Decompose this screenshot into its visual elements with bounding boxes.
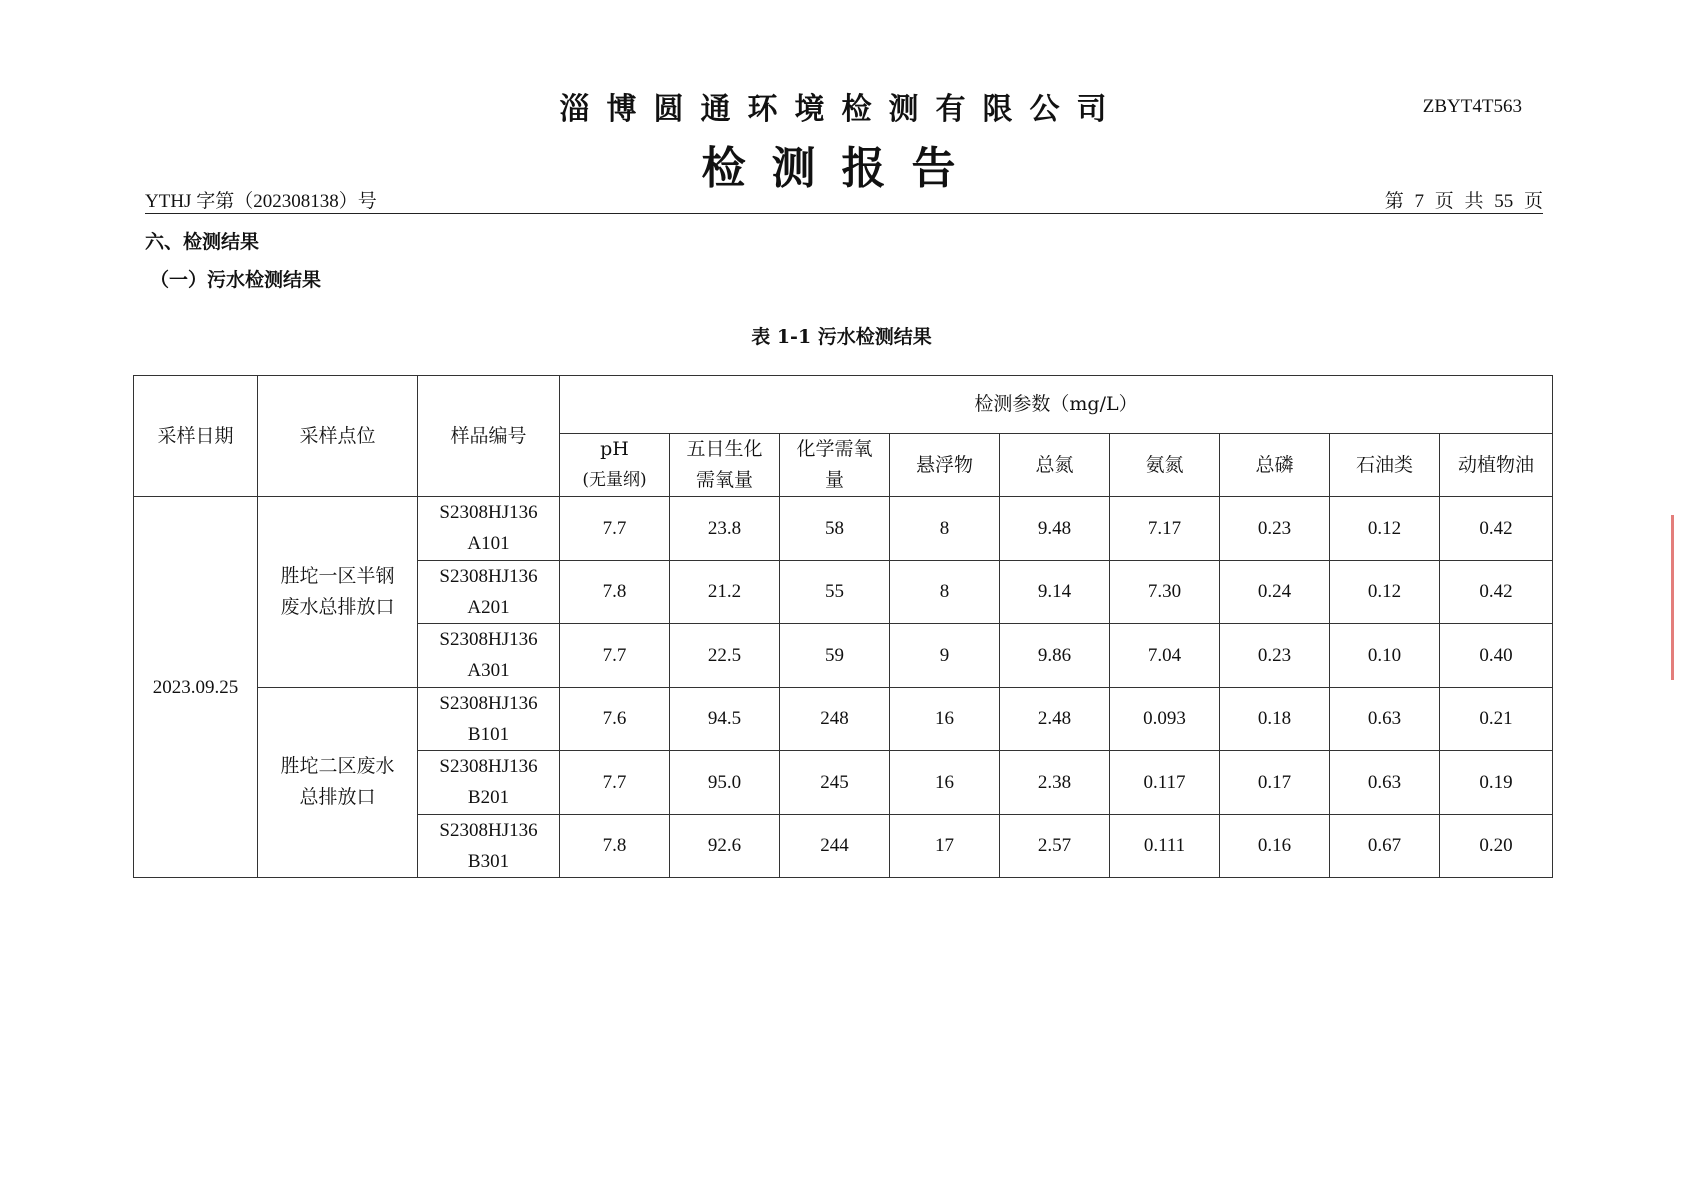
header-param-label: 五日生化 (686, 438, 763, 460)
header-param-label: 化学需氧 (796, 438, 873, 460)
sampling-point-line: 胜坨二区废水 (280, 755, 395, 778)
sampling-point-cell (258, 497, 418, 688)
value-cell: 16 (890, 687, 1000, 751)
value-cell: 0.111 (1110, 814, 1220, 878)
value-cell: 95.0 (670, 751, 780, 815)
header-param (1110, 434, 1220, 497)
page-info: 第 7 页 共 55 页 (1384, 191, 1543, 212)
value-cell: 9.86 (1000, 624, 1110, 688)
sampling-point-line: 胜坨一区半钢 (280, 564, 395, 587)
document-number: YTHJ 字第（202308138）号 (145, 191, 377, 212)
header-param-label: 总氮 (1035, 453, 1074, 476)
value-cell: 244 (780, 814, 890, 878)
sample-id-line: A301 (467, 660, 510, 682)
sample-id-line: B301 (467, 850, 510, 872)
report-title: 检测报告 (701, 143, 982, 194)
value-cell: 8 (890, 497, 1000, 561)
value-cell: 7.8 (560, 814, 670, 878)
value-cell: 0.63 (1330, 751, 1440, 815)
results-table (133, 375, 1553, 878)
sample-id-line: S2308HJ136 (439, 756, 538, 778)
value-cell: 0.21 (1440, 687, 1553, 751)
value-cell: 16 (890, 751, 1000, 815)
header-param (1440, 434, 1553, 497)
sample-id-line: A201 (467, 596, 510, 618)
value-cell: 0.10 (1330, 624, 1440, 688)
header-param-label-line2: (无量纲) (582, 470, 647, 490)
sample-id-cell (418, 497, 560, 561)
value-cell: 9.48 (1000, 497, 1110, 561)
header-param-label-line2: 需氧量 (695, 469, 753, 491)
value-cell: 0.42 (1440, 560, 1553, 624)
section-heading: 六、检测结果 (145, 231, 260, 253)
value-cell: 0.093 (1110, 687, 1220, 751)
sampling-date-cell: 2023.09.25 (134, 497, 258, 878)
header-param-label: 动植物油 (1458, 453, 1535, 476)
value-cell: 2.38 (1000, 751, 1110, 815)
header-param (1000, 434, 1110, 497)
sample-id-line: B101 (467, 723, 510, 745)
value-cell: 2.57 (1000, 814, 1110, 878)
sampling-point-cell (258, 687, 418, 878)
header-param (780, 434, 890, 497)
value-cell: 245 (780, 751, 890, 815)
value-cell: 0.40 (1440, 624, 1553, 688)
value-cell: 0.42 (1440, 497, 1553, 561)
value-cell: 7.17 (1110, 497, 1220, 561)
value-cell: 7.7 (560, 751, 670, 815)
table-row (134, 687, 1553, 751)
sample-id-line: S2308HJ136 (439, 629, 538, 651)
value-cell: 7.8 (560, 560, 670, 624)
sample-id-line: A101 (467, 533, 510, 555)
header-param (1330, 434, 1440, 497)
value-cell: 7.30 (1110, 560, 1220, 624)
table-row (134, 497, 1553, 561)
value-cell: 59 (780, 624, 890, 688)
sample-id-cell (418, 751, 560, 815)
value-cell: 0.18 (1220, 687, 1330, 751)
value-cell: 58 (780, 497, 890, 561)
value-cell: 0.12 (1330, 560, 1440, 624)
value-cell: 0.17 (1220, 751, 1330, 815)
seal-stamp-edge (1671, 515, 1683, 680)
value-cell: 17 (890, 814, 1000, 878)
value-cell: 94.5 (670, 687, 780, 751)
value-cell: 0.20 (1440, 814, 1553, 878)
value-cell: 22.5 (670, 624, 780, 688)
sample-id-line: B201 (467, 787, 510, 809)
value-cell: 0.23 (1220, 497, 1330, 561)
sampling-point-line: 总排放口 (299, 786, 376, 809)
sample-id-cell (418, 687, 560, 751)
header-sampling-date: 采样日期 (134, 376, 258, 497)
header-sampling-point: 采样点位 (258, 376, 418, 497)
value-cell: 248 (780, 687, 890, 751)
sample-id-line: S2308HJ136 (439, 692, 538, 714)
header-sample-id: 样品编号 (418, 376, 560, 497)
value-cell: 0.23 (1220, 624, 1330, 688)
value-cell: 23.8 (670, 497, 780, 561)
header-param-label: 总磷 (1255, 453, 1294, 476)
subsection-heading: （一）污水检测结果 (150, 269, 322, 291)
header-param (1220, 434, 1330, 497)
value-cell: 0.19 (1440, 751, 1553, 815)
header-param-label: 悬浮物 (915, 453, 973, 476)
header-param-label: 石油类 (1355, 453, 1413, 476)
value-cell: 7.7 (560, 624, 670, 688)
value-cell: 9 (890, 624, 1000, 688)
value-cell: 0.63 (1330, 687, 1440, 751)
value-cell: 0.16 (1220, 814, 1330, 878)
company-name: 淄博圆通环境检测有限公司 (559, 92, 1124, 127)
value-cell: 7.7 (560, 497, 670, 561)
header-param-label: pH (600, 438, 629, 460)
sample-id-line: S2308HJ136 (439, 502, 538, 524)
value-cell: 21.2 (670, 560, 780, 624)
value-cell: 9.14 (1000, 560, 1110, 624)
value-cell: 7.6 (560, 687, 670, 751)
sample-id-cell (418, 624, 560, 688)
value-cell: 8 (890, 560, 1000, 624)
sample-id-cell (418, 560, 560, 624)
header-divider (145, 213, 1543, 214)
sample-id-line: S2308HJ136 (439, 565, 538, 587)
header-param-label-line2: 量 (824, 469, 844, 491)
header-param (560, 434, 670, 497)
sample-id-line: S2308HJ136 (439, 819, 538, 841)
header-param-label: 氨氮 (1145, 453, 1184, 476)
sample-id-cell (418, 814, 560, 878)
table-caption: 表 1-1 污水检测结果 (751, 326, 932, 348)
value-cell: 55 (780, 560, 890, 624)
value-cell: 0.67 (1330, 814, 1440, 878)
header-param (890, 434, 1000, 497)
value-cell: 0.12 (1330, 497, 1440, 561)
value-cell: 0.117 (1110, 751, 1220, 815)
header-param (670, 434, 780, 497)
sampling-point-line: 废水总排放口 (280, 595, 395, 618)
value-cell: 0.24 (1220, 560, 1330, 624)
header-params-group: 检测参数（mg/L） (560, 376, 1553, 434)
value-cell: 92.6 (670, 814, 780, 878)
value-cell: 2.48 (1000, 687, 1110, 751)
report-code: ZBYT4T563 (1422, 96, 1522, 117)
value-cell: 7.04 (1110, 624, 1220, 688)
